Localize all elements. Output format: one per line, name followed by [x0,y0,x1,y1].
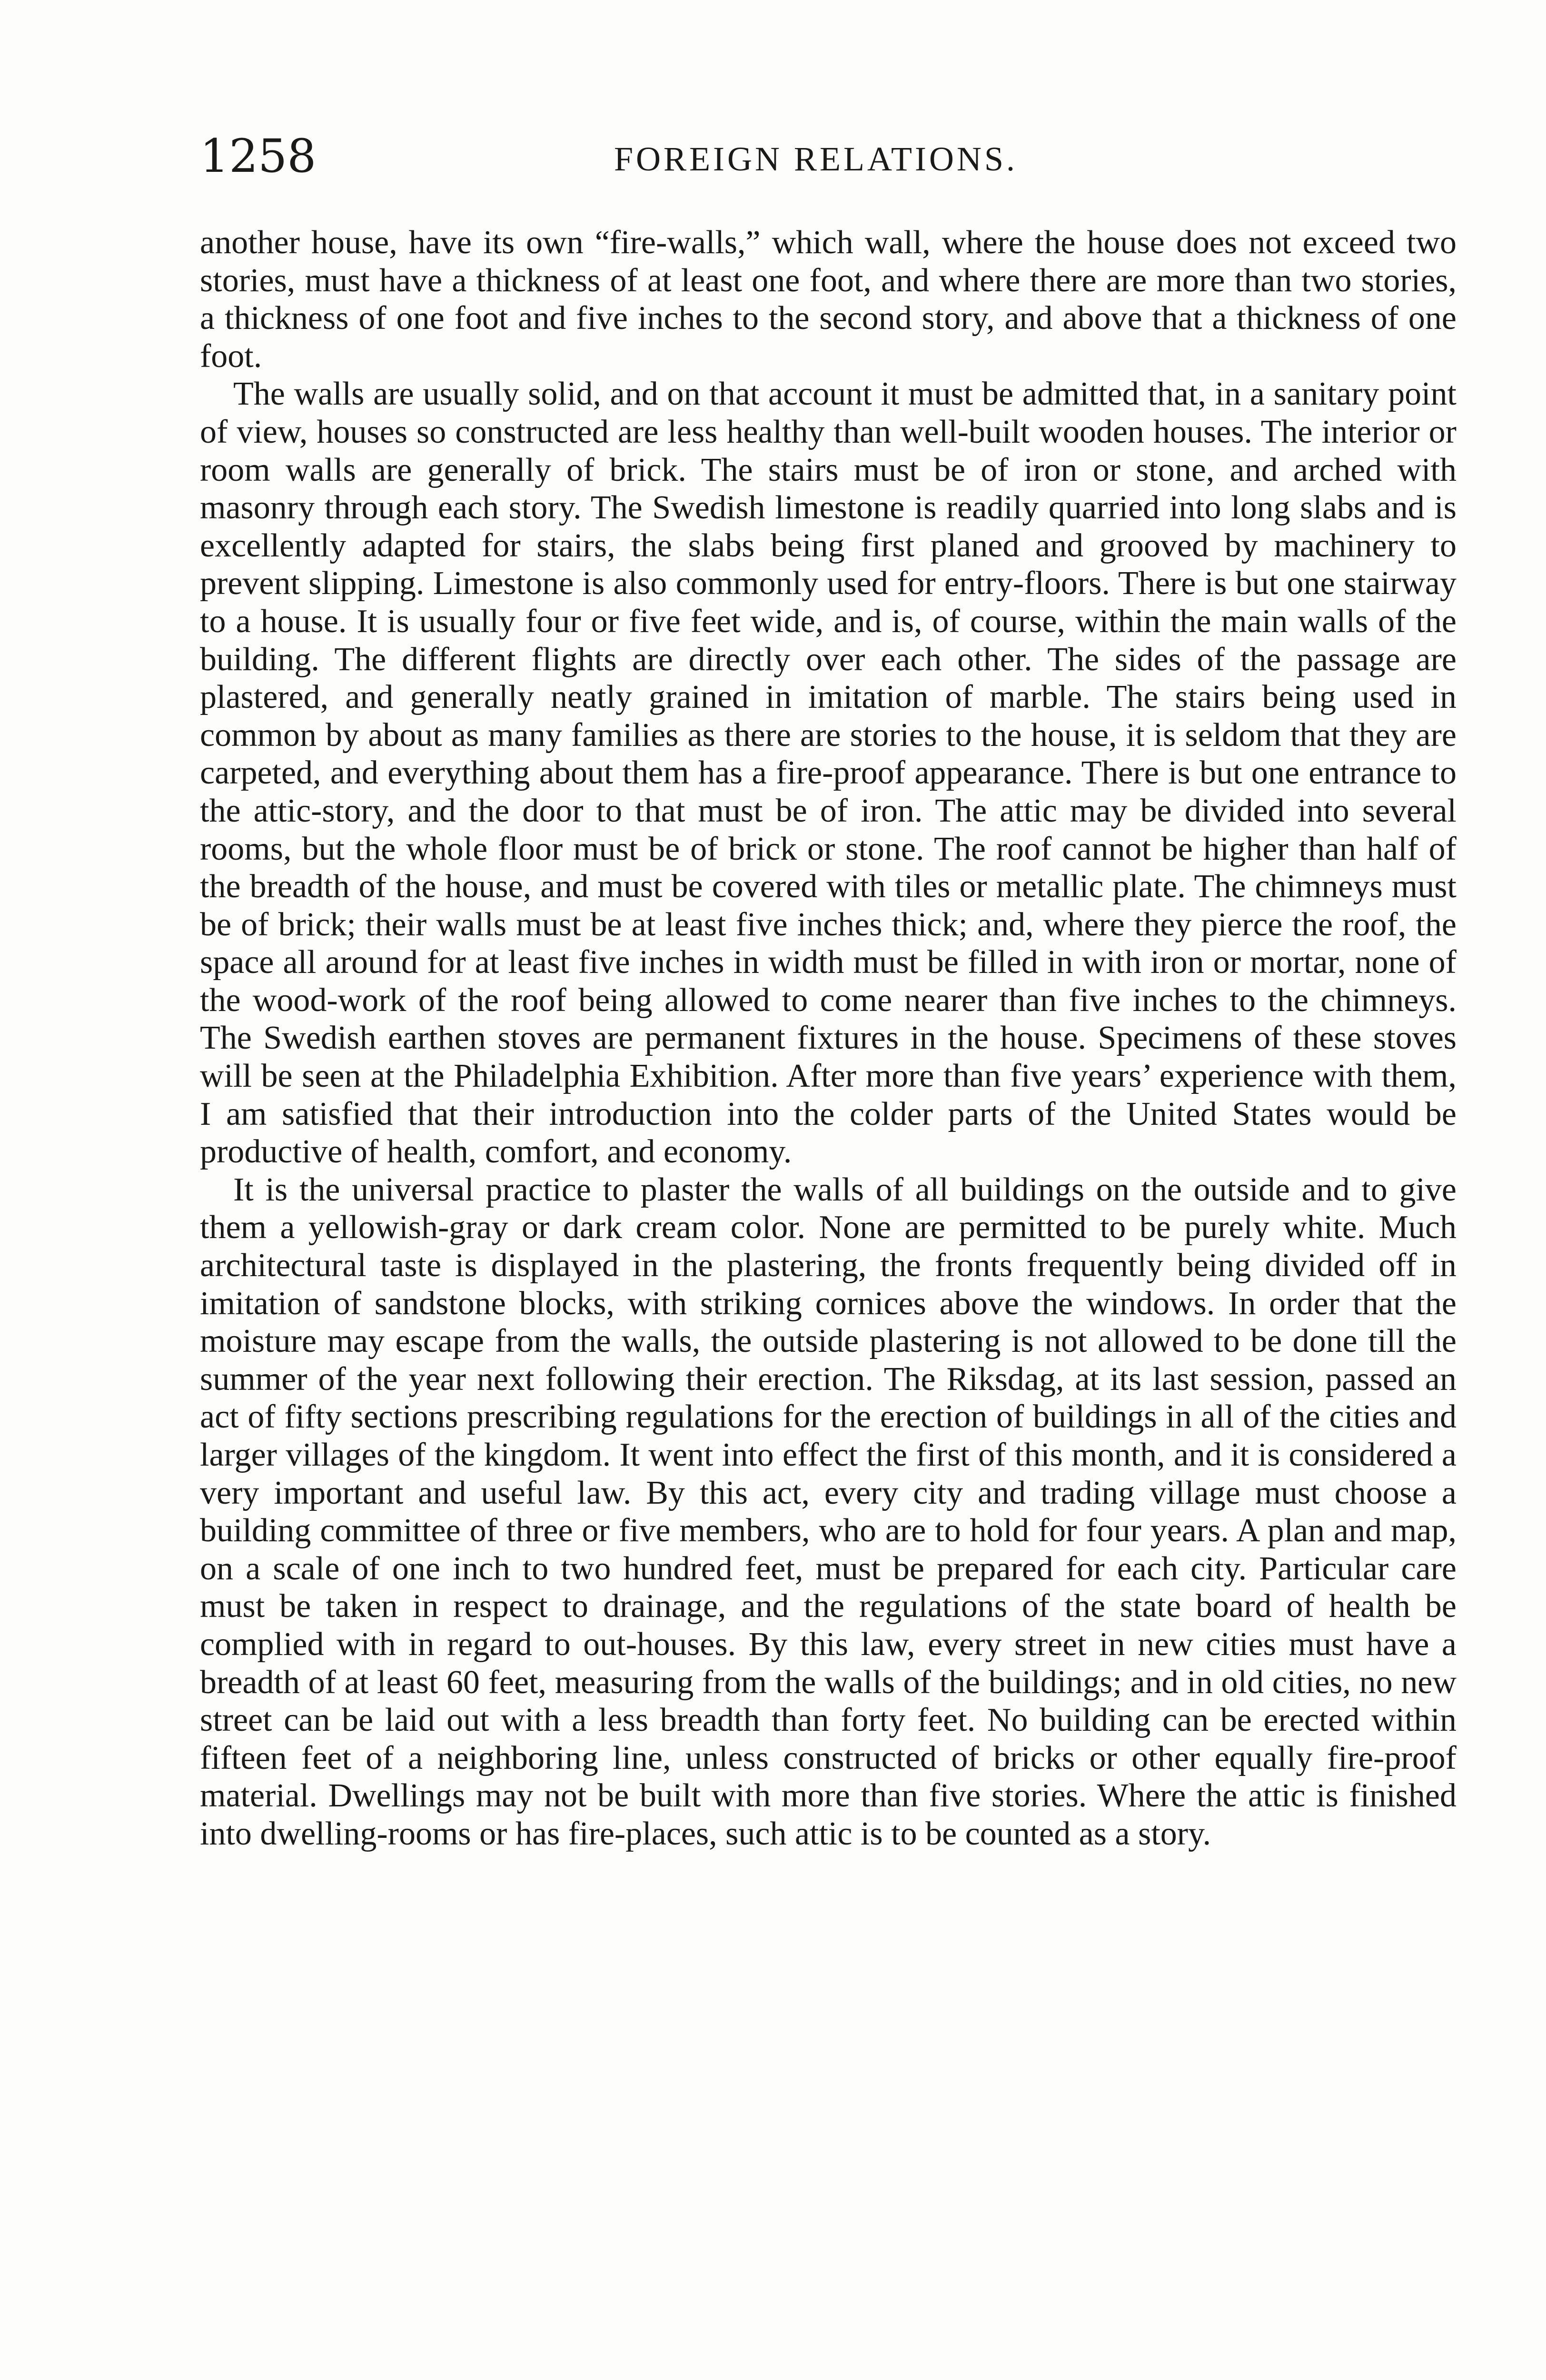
paragraph: The walls are usually solid, and on that account it must be admitted that, in a sanitary point of view, houses so constructed are less healthy than well-built wooden houses. The interior or room walls are generally of brick. The stairs must be of iron or stone, and arched with masonry through each story. The Swedish limestone is readily quarried into long slabs and is excellently adapted for stairs, the slabs being first planed and grooved by machinery to prevent slipping. Limestone is also commonly used for entry-floors. There is but one stairway to a house. It is usually four or five feet wide, and is, of course, within the main walls of the building. The different flights are directly over each other. The sides of the passage are plastered, and generally neatly grained in imitation of marble. The stairs being used in common by about as many families as there are stories to the house, it is seldom that they are carpeted, and everything about them has a fire-proof appearance. There is but one entrance to the attic-story, and the door to that must be of iron. The attic may be divided into several rooms, but the whole floor must be of brick or stone. The roof cannot be higher than half of the breadth of the house, and must be covered with tiles or metallic plate. The chimneys must be of brick; their walls must be at least five inches thick; and, where they pierce the roof, the space all around for at least five inches in width must be filled in with iron or mortar, none of the wood-work of the roof being allowed to come nearer than five inches to the chimneys. The Swedish earthen stoves are permanent fixtures in the house. Specimens of these stoves will be seen at the Philadelphia Exhibition. After more than five years’ experience with them, I am satisfied that their introduction into the colder parts of the United States would be productive of health, comfort, and economy. [200,376,1457,1170]
running-head: FOREIGN RELATIONS. [614,140,1018,178]
body-text [200,224,1457,1853]
paragraph: It is the universal practice to plaster the walls of all buildings on the outside and to give them a yellowish-gray or dark cream color. None are permitted to be purely white. Much architectural taste is displayed in the plastering, the fronts frequently being divided off in imitation of sandstone blocks, with striking cornices above the windows. In order that the moisture may escape from the walls, the outside plastering is not allowed to be done till the summer of the year next following their erection. The Riksdag, at its last session, passed an act of fifty sections prescribing regulations for the erection of buildings in all of the cities and larger villages of the kingdom. It went into effect the first of this month, and it is considered a very important and useful law. By this act, every city and trading village must choose a building committee of three or five members, who are to hold for four years. A plan and map, on a scale of one inch to two hundred feet, must be prepared for each city. Particular care must be taken in respect to drainage, and the regulations of the state board of health be complied with in regard to out-houses. By this law, every street in new cities must have a breadth of at least 60 feet, measuring from the walls of the buildings; and in old cities, no new street can be laid out with a less breadth than forty feet. No building can be erected within fifteen feet of a neighboring line, unless constructed of bricks or other equally fire-proof material. Dwellings may not be built with more than five stories. Where the attic is finished into dwelling-rooms or has fire-places, such attic is to be counted as a story. [200,1171,1457,1852]
page-number: 1258 [200,129,317,183]
paragraph: another house, have its own “fire-walls,” which wall, where the house does not exceed two stories, must have a thickness of at least one foot, and where there are more than two stories, a thickness of one foot and five inches to the second story, and above that a thickness of one foot. [200,224,1457,375]
page-header [200,129,1457,190]
